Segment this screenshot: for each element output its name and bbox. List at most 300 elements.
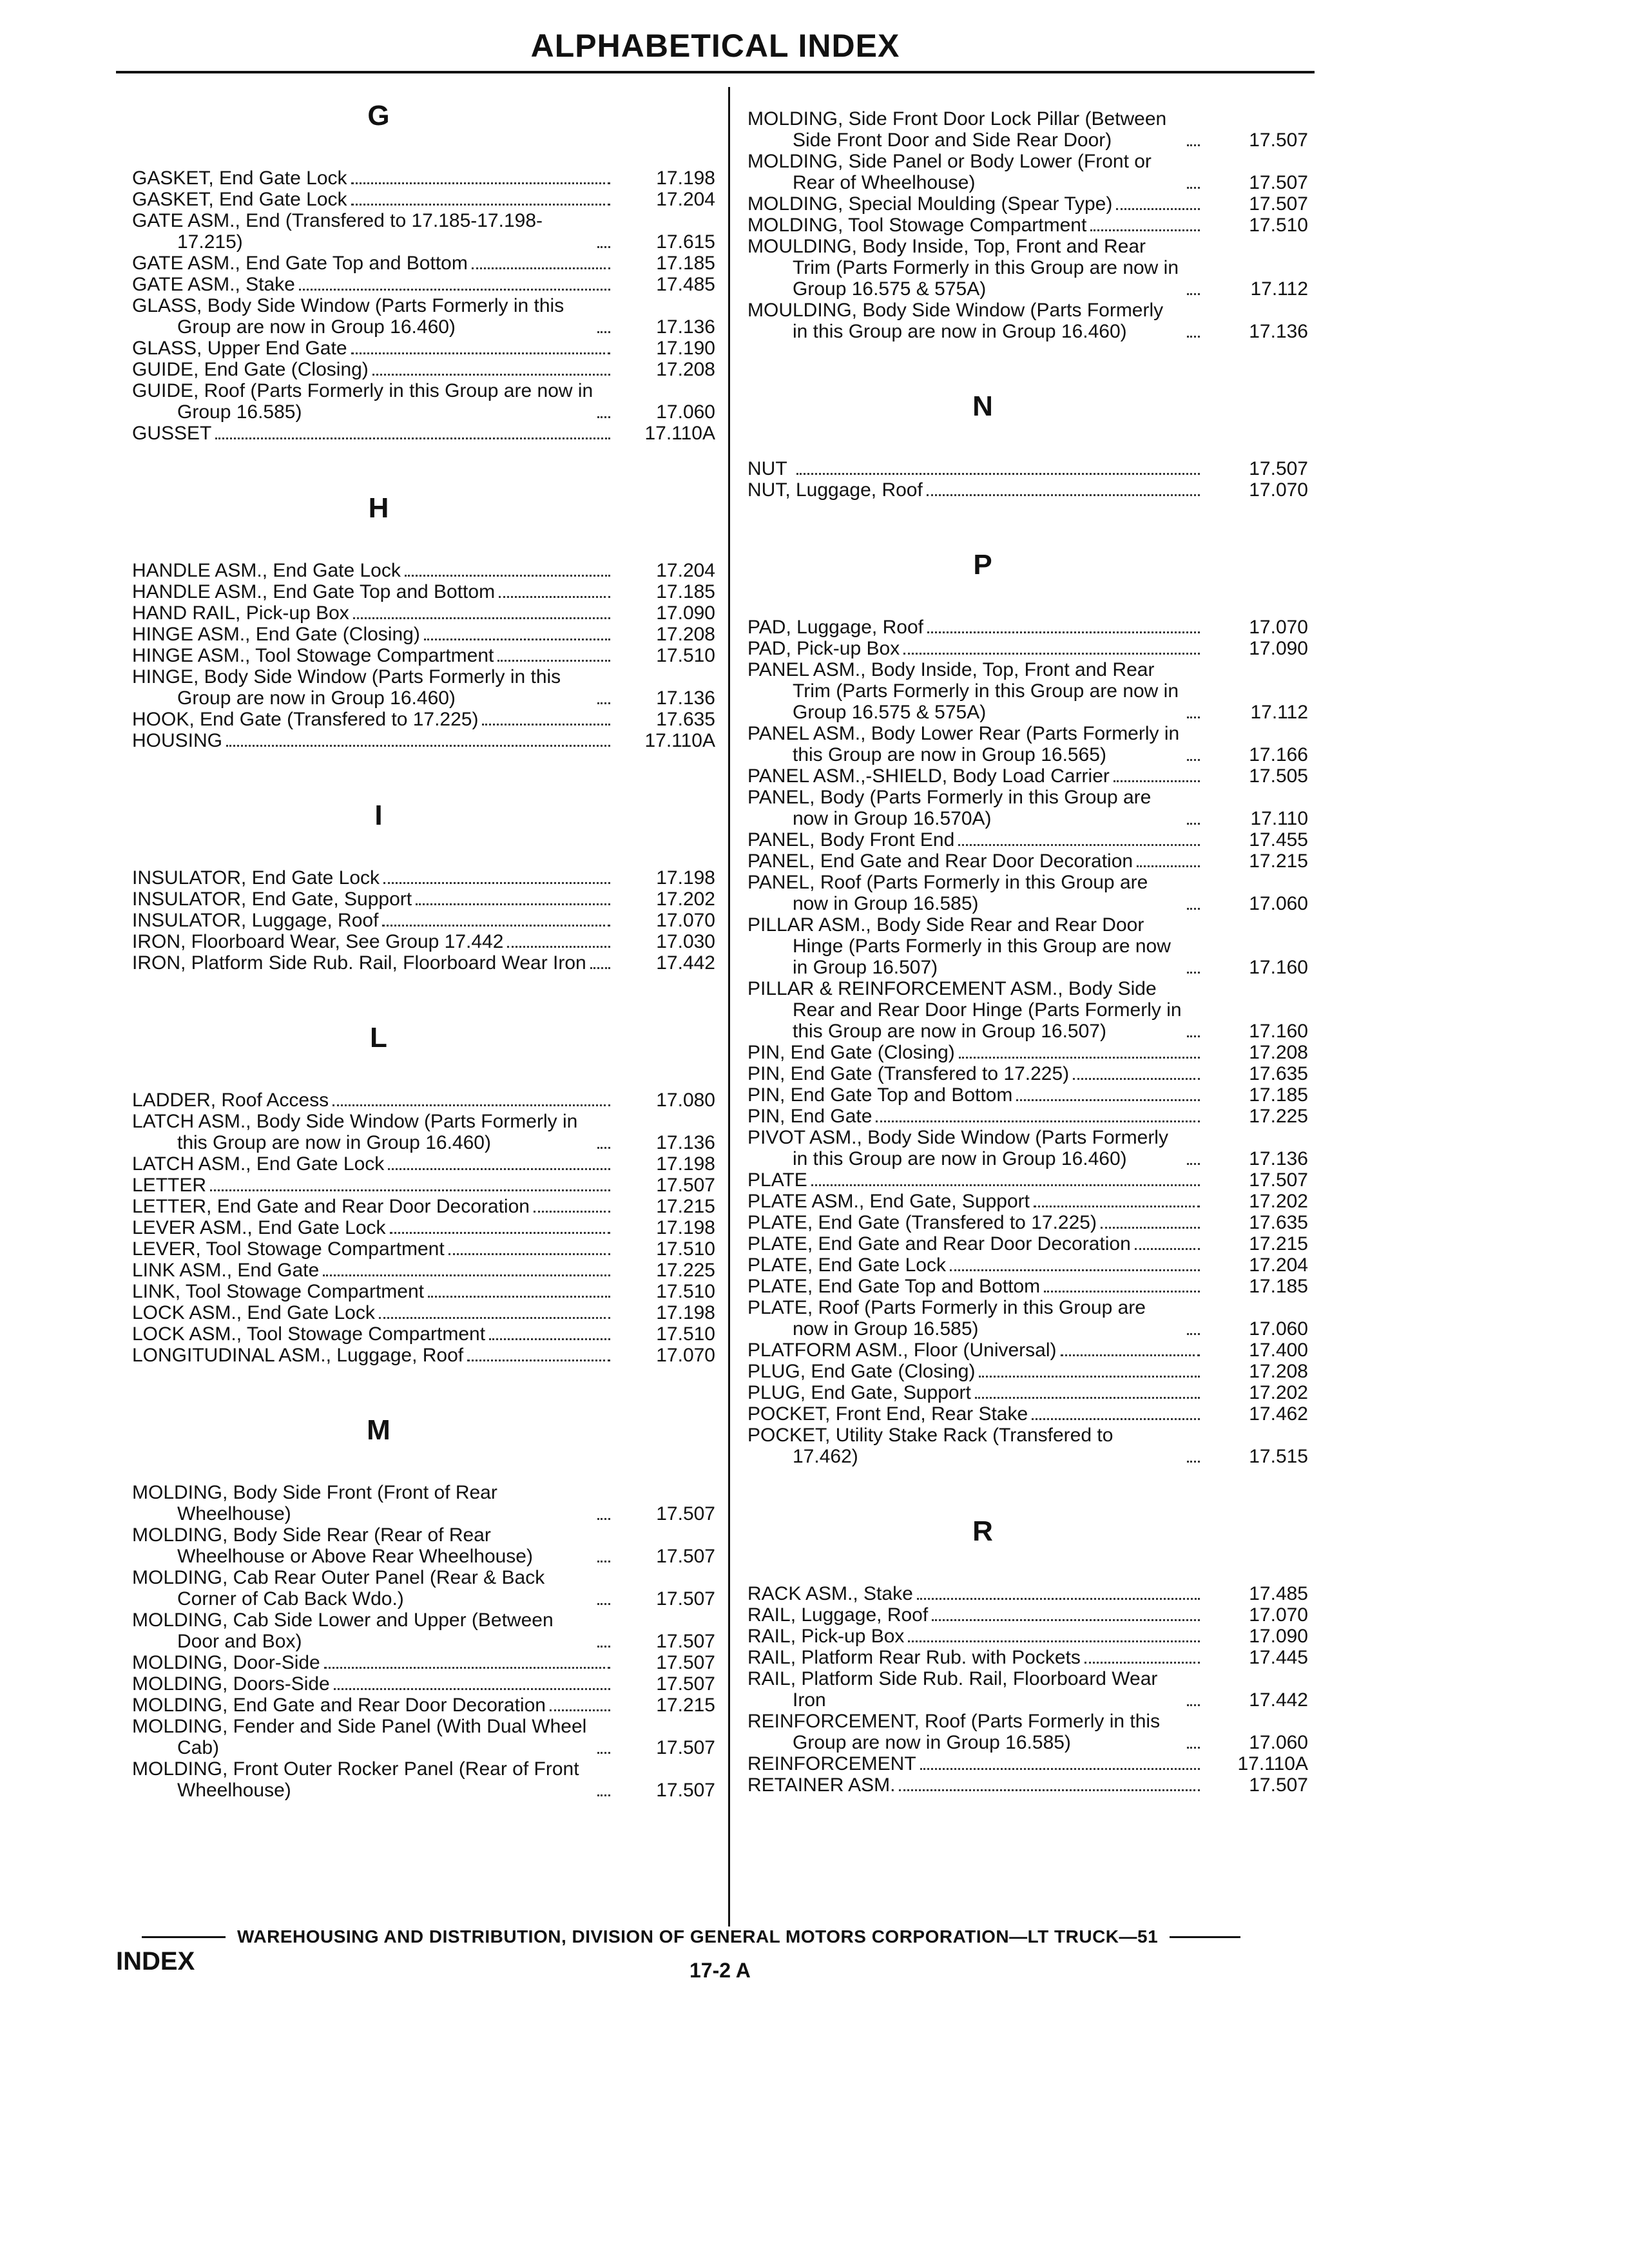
index-entry — [747, 1212, 1308, 1233]
index-entry — [132, 645, 715, 666]
dot-leader — [1187, 1035, 1200, 1037]
entry-text: INSULATOR, Luggage, Roof — [132, 910, 379, 931]
group-number: 17.136 — [1249, 321, 1308, 342]
entry-text: NUT, Luggage, Roof — [747, 479, 923, 501]
entry-text: PAD, Pick-up Box — [747, 638, 900, 659]
index-entry — [747, 914, 1308, 978]
dot-leader — [876, 1120, 1200, 1122]
index-entry — [132, 1567, 715, 1610]
group-number: 17.185 — [1249, 1084, 1308, 1106]
entry-text: PILLAR & REINFORCEMENT ASM., Body Side Rear and Rear Door Hinge (Parts Formerly in this Group are now in Group 16.507) — [747, 978, 1187, 1042]
index-entry — [747, 1774, 1308, 1796]
index-entry — [132, 1323, 715, 1345]
index-entry — [747, 850, 1308, 872]
group-number: 17.485 — [1249, 1583, 1308, 1604]
group-number: 17.110A — [644, 730, 715, 751]
index-section — [132, 100, 715, 444]
section-letter: R — [972, 1515, 993, 1547]
index-entry — [747, 236, 1308, 300]
index-entry — [132, 602, 715, 624]
entry-text: MOLDING, Tool Stowage Compartment — [747, 215, 1087, 236]
entry-text: MOLDING, Side Front Door Lock Pillar (Between Side Front Door and Side Rear Door) — [747, 108, 1172, 151]
group-number: 17.507 — [1249, 130, 1308, 151]
group-number: 17.635 — [656, 709, 715, 730]
entry-text: PLATFORM ASM., Floor (Universal) — [747, 1340, 1057, 1361]
section-letter: H — [368, 492, 389, 524]
entry-text: HOUSING — [132, 730, 223, 751]
entry-text: IRON, Platform Side Rub. Rail, Floorboard Wear Iron — [132, 952, 586, 974]
index-entry — [132, 581, 715, 602]
entry-text: MOULDING, Body Inside, Top, Front and Rear Trim (Parts Formerly in this Group are now in Group 16.575 & 575A) — [747, 236, 1184, 300]
dot-leader — [482, 724, 610, 726]
group-number: 17.208 — [1249, 1042, 1308, 1063]
index-entry — [747, 978, 1308, 1042]
entry-text: GLASS, Body Side Window (Parts Formerly in this Group are now in Group 16.460) — [132, 295, 570, 338]
entry-text: GATE ASM., End (Transfered to 17.185-17.198-17.215) — [132, 210, 543, 253]
group-number: 17.507 — [656, 1737, 715, 1758]
entry-text: GUSSET — [132, 423, 212, 444]
group-number: 17.615 — [656, 231, 715, 253]
dot-leader — [597, 1561, 610, 1562]
group-number: 17.507 — [656, 1175, 715, 1196]
index-entry — [747, 723, 1308, 765]
index-entry — [132, 1175, 715, 1196]
index-entry — [132, 1673, 715, 1695]
index-entry — [747, 617, 1308, 638]
dot-leader — [899, 1789, 1200, 1791]
group-number: 17.160 — [1249, 957, 1308, 978]
index-entry — [747, 1647, 1308, 1668]
dot-leader — [383, 882, 610, 884]
entry-text: HINGE ASM., Tool Stowage Compartment — [132, 645, 494, 666]
group-number: 17.090 — [656, 602, 715, 624]
index-entry — [747, 108, 1308, 151]
index-entry — [132, 1260, 715, 1281]
group-number: 17.190 — [656, 338, 715, 359]
index-entry — [747, 1297, 1308, 1340]
entry-text: PANEL ASM.,-SHIELD, Body Load Carrier — [747, 765, 1110, 787]
entry-text: HOOK, End Gate (Transfered to 17.225) — [132, 709, 479, 730]
entry-text: RAIL, Platform Rear Rub. with Pockets — [747, 1647, 1081, 1668]
group-number: 17.507 — [1249, 193, 1308, 215]
dot-leader — [1187, 336, 1200, 338]
entry-text: REINFORCEMENT — [747, 1753, 916, 1774]
index-entry — [132, 1217, 715, 1238]
index-section — [747, 390, 1308, 501]
dot-leader — [351, 182, 610, 184]
index-entry — [132, 423, 715, 444]
entry-text: LATCH ASM., Body Side Window (Parts Formerly in this Group are now in Group 16.460) — [132, 1111, 583, 1153]
footer-rule-left — [142, 1936, 226, 1938]
entry-text: LEVER ASM., End Gate Lock — [132, 1217, 386, 1238]
dot-leader — [215, 437, 610, 439]
index-entry — [132, 1090, 715, 1111]
entry-text: PANEL, Body (Parts Formerly in this Group are now in Group 16.570A) — [747, 787, 1157, 829]
entry-text: PLATE — [747, 1169, 807, 1191]
index-entry — [747, 1254, 1308, 1276]
dot-leader — [379, 1317, 610, 1319]
entry-text: NUT — [747, 458, 787, 479]
group-number: 17.445 — [1249, 1647, 1308, 1668]
entry-text: INSULATOR, End Gate Lock — [132, 867, 380, 889]
index-section — [132, 1022, 715, 1366]
index-entry — [132, 253, 715, 274]
index-entry — [132, 210, 715, 253]
group-number: 17.204 — [656, 189, 715, 210]
dot-leader — [334, 1688, 610, 1690]
index-entry — [747, 215, 1308, 236]
group-number: 17.070 — [656, 910, 715, 931]
entry-text: PANEL ASM., Body Inside, Top, Front and Rear Trim (Parts Formerly in this Group are now in Group 16.575 & 575A) — [747, 659, 1184, 723]
dot-leader — [597, 1752, 610, 1754]
entry-text: MOLDING, Door-Side — [132, 1652, 320, 1673]
entry-text: LOCK ASM., End Gate Lock — [132, 1302, 375, 1323]
entry-text: PLATE ASM., End Gate, Support — [747, 1191, 1030, 1212]
index-entry — [132, 1610, 715, 1652]
group-number: 17.110A — [1237, 1753, 1308, 1774]
group-number: 17.507 — [656, 1631, 715, 1652]
index-entry — [132, 274, 715, 295]
index-entry — [132, 380, 715, 423]
dot-leader — [908, 1640, 1200, 1642]
group-number: 17.208 — [656, 359, 715, 380]
group-number: 17.400 — [1249, 1340, 1308, 1361]
entry-text: PLATE, End Gate Lock — [747, 1254, 946, 1276]
index-entry — [747, 1063, 1308, 1084]
dot-leader — [489, 1338, 610, 1340]
entry-text: GATE ASM., Stake — [132, 274, 295, 295]
index-entry — [132, 709, 715, 730]
index-section — [132, 800, 715, 974]
index-entry — [132, 1153, 715, 1175]
index-entry — [747, 787, 1308, 829]
group-number: 17.507 — [1249, 1774, 1308, 1796]
index-entry — [132, 1111, 715, 1153]
dot-leader — [958, 844, 1200, 846]
left-column — [132, 90, 715, 1801]
entry-text: GASKET, End Gate Lock — [132, 189, 347, 210]
entry-text: GATE ASM., End Gate Top and Bottom — [132, 253, 468, 274]
group-number: 17.185 — [656, 253, 715, 274]
dot-leader — [351, 204, 610, 206]
dot-leader — [1187, 972, 1200, 974]
entry-text: GUIDE, Roof (Parts Formerly in this Group are now in Group 16.585) — [132, 380, 599, 423]
dot-leader — [1187, 716, 1200, 718]
group-number: 17.110A — [644, 423, 715, 444]
dot-leader — [1187, 144, 1200, 146]
group-number: 17.136 — [1249, 1148, 1308, 1169]
dot-leader — [903, 653, 1200, 655]
group-number: 17.507 — [1249, 1169, 1308, 1191]
entry-text: MOLDING, Cab Rear Outer Panel (Rear & Back Corner of Cab Back Wdo.) — [132, 1567, 550, 1610]
dot-leader — [1090, 229, 1200, 231]
entry-text: MOLDING, Side Panel or Body Lower (Front or Rear of Wheelhouse) — [747, 151, 1157, 193]
entry-text: MOLDING, Front Outer Rocker Panel (Rear of Front Wheelhouse) — [132, 1758, 584, 1801]
dot-leader — [467, 1360, 610, 1361]
entry-text: MOLDING, Body Side Front (Front of Rear Wheelhouse) — [132, 1482, 503, 1524]
dot-leader — [1034, 1206, 1200, 1207]
index-entry — [132, 730, 715, 751]
entry-text: PIN, End Gate (Transfered to 17.225) — [747, 1063, 1070, 1084]
entry-text: GUIDE, End Gate (Closing) — [132, 359, 369, 380]
index-entry — [132, 1758, 715, 1801]
group-number: 17.510 — [656, 1323, 715, 1345]
dot-leader — [1016, 1099, 1200, 1101]
dot-leader — [333, 1104, 610, 1106]
group-number: 17.090 — [1249, 1626, 1308, 1647]
entry-text: POCKET, Front End, Rear Stake — [747, 1403, 1028, 1425]
dot-leader — [597, 1603, 610, 1605]
page-title: ALPHABETICAL INDEX — [530, 28, 900, 64]
index-entry — [132, 867, 715, 889]
group-number: 17.070 — [1249, 617, 1308, 638]
dot-leader — [590, 967, 610, 969]
entry-text: LEVER, Tool Stowage Compartment — [132, 1238, 445, 1260]
index-entry — [747, 1382, 1308, 1403]
index-entry — [747, 193, 1308, 215]
dot-leader — [1137, 865, 1200, 867]
dot-leader — [917, 1598, 1200, 1600]
index-entry — [747, 479, 1308, 501]
entry-text: RAIL, Pick-up Box — [747, 1626, 905, 1647]
dot-leader — [299, 289, 610, 291]
index-entry — [132, 952, 715, 974]
group-number: 17.202 — [1249, 1191, 1308, 1212]
group-number: 17.198 — [656, 168, 715, 189]
index-entry — [747, 151, 1308, 193]
index-entry — [747, 1604, 1308, 1626]
index-entry — [747, 659, 1308, 723]
group-number: 17.198 — [656, 1217, 715, 1238]
group-number: 17.202 — [1249, 1382, 1308, 1403]
dot-leader — [424, 639, 610, 640]
entry-text: LINK ASM., End Gate — [132, 1260, 320, 1281]
entry-text: PANEL, Body Front End — [747, 829, 955, 850]
entry-text: RAIL, Luggage, Roof — [747, 1604, 929, 1626]
dot-leader — [1044, 1291, 1200, 1293]
dot-leader — [975, 1397, 1200, 1399]
dot-leader — [351, 352, 610, 354]
index-entry — [747, 1668, 1308, 1711]
group-number: 17.507 — [656, 1503, 715, 1524]
entry-text: PLATE, End Gate Top and Bottom — [747, 1276, 1041, 1297]
group-number: 17.507 — [656, 1546, 715, 1567]
entry-text: MOLDING, Fender and Side Panel (With Dual Wheel Cab) — [132, 1716, 592, 1758]
section-letter: M — [367, 1414, 390, 1446]
entry-text: PANEL ASM., Body Lower Rear (Parts Formerly in this Group are now in Group 16.565) — [747, 723, 1185, 765]
index-entry — [132, 338, 715, 359]
title-rule — [116, 71, 1315, 73]
entry-text: PANEL, End Gate and Rear Door Decoration — [747, 850, 1133, 872]
dot-leader — [1187, 908, 1200, 910]
group-number: 17.166 — [1249, 744, 1308, 765]
index-entry — [132, 1196, 715, 1217]
index-entry — [132, 1281, 715, 1302]
index-entry — [132, 1238, 715, 1260]
entry-text: PANEL, Roof (Parts Formerly in this Group are now in Group 16.585) — [747, 872, 1153, 914]
dot-leader — [597, 1794, 610, 1796]
dot-leader — [597, 246, 610, 248]
entry-text: LOCK ASM., Tool Stowage Compartment — [132, 1323, 486, 1345]
entry-text: LADDER, Roof Access — [132, 1090, 329, 1111]
section-letter: L — [370, 1022, 387, 1053]
dot-leader — [597, 1518, 610, 1520]
group-number: 17.060 — [656, 401, 715, 423]
dot-leader — [1187, 1704, 1200, 1706]
index-entry — [132, 1652, 715, 1673]
index-entry — [747, 1233, 1308, 1254]
group-number: 17.136 — [656, 1132, 715, 1153]
group-number: 17.635 — [1249, 1063, 1308, 1084]
index-entry — [132, 910, 715, 931]
entry-text: HINGE, Body Side Window (Parts Formerly in this Group are now in Group 16.460) — [132, 666, 566, 709]
dot-leader — [927, 631, 1200, 633]
group-number: 17.136 — [656, 316, 715, 338]
group-number: 17.442 — [1249, 1689, 1308, 1711]
group-number: 17.060 — [1249, 1732, 1308, 1753]
entry-text: PLATE, End Gate and Rear Door Decoration — [747, 1233, 1131, 1254]
index-entry — [747, 1340, 1308, 1361]
index-entry — [747, 872, 1308, 914]
dot-leader — [323, 1274, 610, 1276]
group-number: 17.215 — [1249, 850, 1308, 872]
dot-leader — [1135, 1248, 1200, 1250]
index-entry — [747, 458, 1308, 479]
index-entry — [747, 1042, 1308, 1063]
group-number: 17.505 — [1249, 765, 1308, 787]
entry-text: RETAINER ASM. — [747, 1774, 896, 1796]
entry-text: MOLDING, Doors-Side — [132, 1673, 330, 1695]
dot-leader — [472, 267, 610, 269]
entry-text: HANDLE ASM., End Gate Top and Bottom — [132, 581, 496, 602]
group-number: 17.510 — [656, 1238, 715, 1260]
group-number: 17.070 — [656, 1345, 715, 1366]
group-number: 17.060 — [1249, 893, 1308, 914]
index-entry — [132, 1524, 715, 1567]
publisher-footer — [142, 1927, 1289, 1947]
group-number: 17.455 — [1249, 829, 1308, 850]
dot-leader — [507, 946, 610, 948]
dot-leader — [1101, 1227, 1200, 1229]
dot-leader — [1187, 1333, 1200, 1335]
group-number: 17.225 — [1249, 1106, 1308, 1127]
group-number: 17.215 — [656, 1196, 715, 1217]
group-number: 17.507 — [1249, 172, 1308, 193]
entry-text: MOLDING, Cab Side Lower and Upper (Between Door and Box) — [132, 1610, 559, 1652]
index-entry — [132, 560, 715, 581]
section-label: INDEX — [116, 1947, 195, 1975]
group-number: 17.510 — [1249, 215, 1308, 236]
dot-leader — [416, 903, 610, 905]
group-number: 17.225 — [656, 1260, 715, 1281]
column-divider — [728, 87, 730, 1927]
group-number: 17.204 — [1249, 1254, 1308, 1276]
entry-text: INSULATOR, End Gate, Support — [132, 889, 412, 910]
index-section — [747, 1515, 1308, 1796]
dot-leader — [1073, 1078, 1200, 1080]
index-section — [747, 549, 1308, 1467]
index-entry — [132, 1716, 715, 1758]
dot-leader — [1084, 1662, 1200, 1664]
dot-leader — [499, 596, 610, 598]
entry-text: GLASS, Upper End Gate — [132, 338, 347, 359]
group-number: 17.030 — [656, 931, 715, 952]
group-number: 17.507 — [656, 1673, 715, 1695]
group-number: 17.635 — [1249, 1212, 1308, 1233]
dot-leader — [1032, 1418, 1200, 1420]
group-number: 17.215 — [656, 1695, 715, 1716]
group-number: 17.507 — [1249, 458, 1308, 479]
entry-text: POCKET, Utility Stake Rack (Transfered to 17.462) — [747, 1425, 1119, 1467]
dot-leader — [390, 1232, 610, 1234]
index-entry — [132, 1482, 715, 1524]
dot-leader — [597, 702, 610, 704]
entry-text: MOLDING, End Gate and Rear Door Decoration — [132, 1695, 546, 1716]
entry-text: PLATE, End Gate (Transfered to 17.225) — [747, 1212, 1097, 1233]
dot-leader — [324, 1667, 610, 1669]
entry-text: MOLDING, Special Moulding (Spear Type) — [747, 193, 1113, 215]
group-number: 17.204 — [656, 560, 715, 581]
index-section — [132, 1414, 715, 1801]
group-number: 17.112 — [1250, 278, 1308, 300]
index-entry — [132, 1345, 715, 1366]
group-number: 17.442 — [656, 952, 715, 974]
index-entry — [132, 295, 715, 338]
index-entry — [747, 1361, 1308, 1382]
group-number: 17.136 — [656, 687, 715, 709]
index-entry — [747, 1583, 1308, 1604]
dot-leader — [1113, 780, 1200, 782]
dot-leader — [534, 1211, 610, 1213]
entry-text: MOULDING, Body Side Window (Parts Formerly in this Group are now in Group 16.460) — [747, 300, 1169, 342]
entry-text: HAND RAIL, Pick-up Box — [132, 602, 349, 624]
dot-leader — [1187, 1747, 1200, 1749]
group-number: 17.208 — [656, 624, 715, 645]
entry-text: LATCH ASM., End Gate Lock — [132, 1153, 385, 1175]
dot-leader — [959, 1057, 1200, 1059]
entry-text: PIN, End Gate — [747, 1106, 872, 1127]
entry-text: HINGE ASM., End Gate (Closing) — [132, 624, 420, 645]
entry-text: PLATE, Roof (Parts Formerly in this Group are now in Group 16.585) — [747, 1297, 1152, 1340]
index-entry — [132, 1302, 715, 1323]
dot-leader — [927, 494, 1200, 496]
index-entry — [132, 666, 715, 709]
footer-rule-right — [1170, 1936, 1240, 1938]
dot-leader — [1187, 1163, 1200, 1165]
dot-leader — [382, 925, 610, 927]
group-number: 17.112 — [1250, 702, 1308, 723]
dot-leader — [597, 1147, 610, 1149]
entry-text: PIN, End Gate Top and Bottom — [747, 1084, 1013, 1106]
group-number: 17.060 — [1249, 1318, 1308, 1340]
dot-leader — [796, 473, 1200, 475]
index-entry — [747, 829, 1308, 850]
index-entry — [747, 1753, 1308, 1774]
dot-leader — [1187, 293, 1200, 295]
group-number: 17.080 — [656, 1090, 715, 1111]
index-entry — [747, 1711, 1308, 1753]
index-entry — [132, 168, 715, 189]
group-number: 17.110 — [1250, 808, 1308, 829]
index-entry — [132, 1695, 715, 1716]
group-number: 17.185 — [1249, 1276, 1308, 1297]
group-number: 17.215 — [1249, 1233, 1308, 1254]
group-number: 17.202 — [656, 889, 715, 910]
index-entry — [747, 1191, 1308, 1212]
entry-text: IRON, Floorboard Wear, See Group 17.442 — [132, 931, 504, 952]
index-entry — [747, 765, 1308, 787]
entry-text: LETTER, End Gate and Rear Door Decoration — [132, 1196, 530, 1217]
